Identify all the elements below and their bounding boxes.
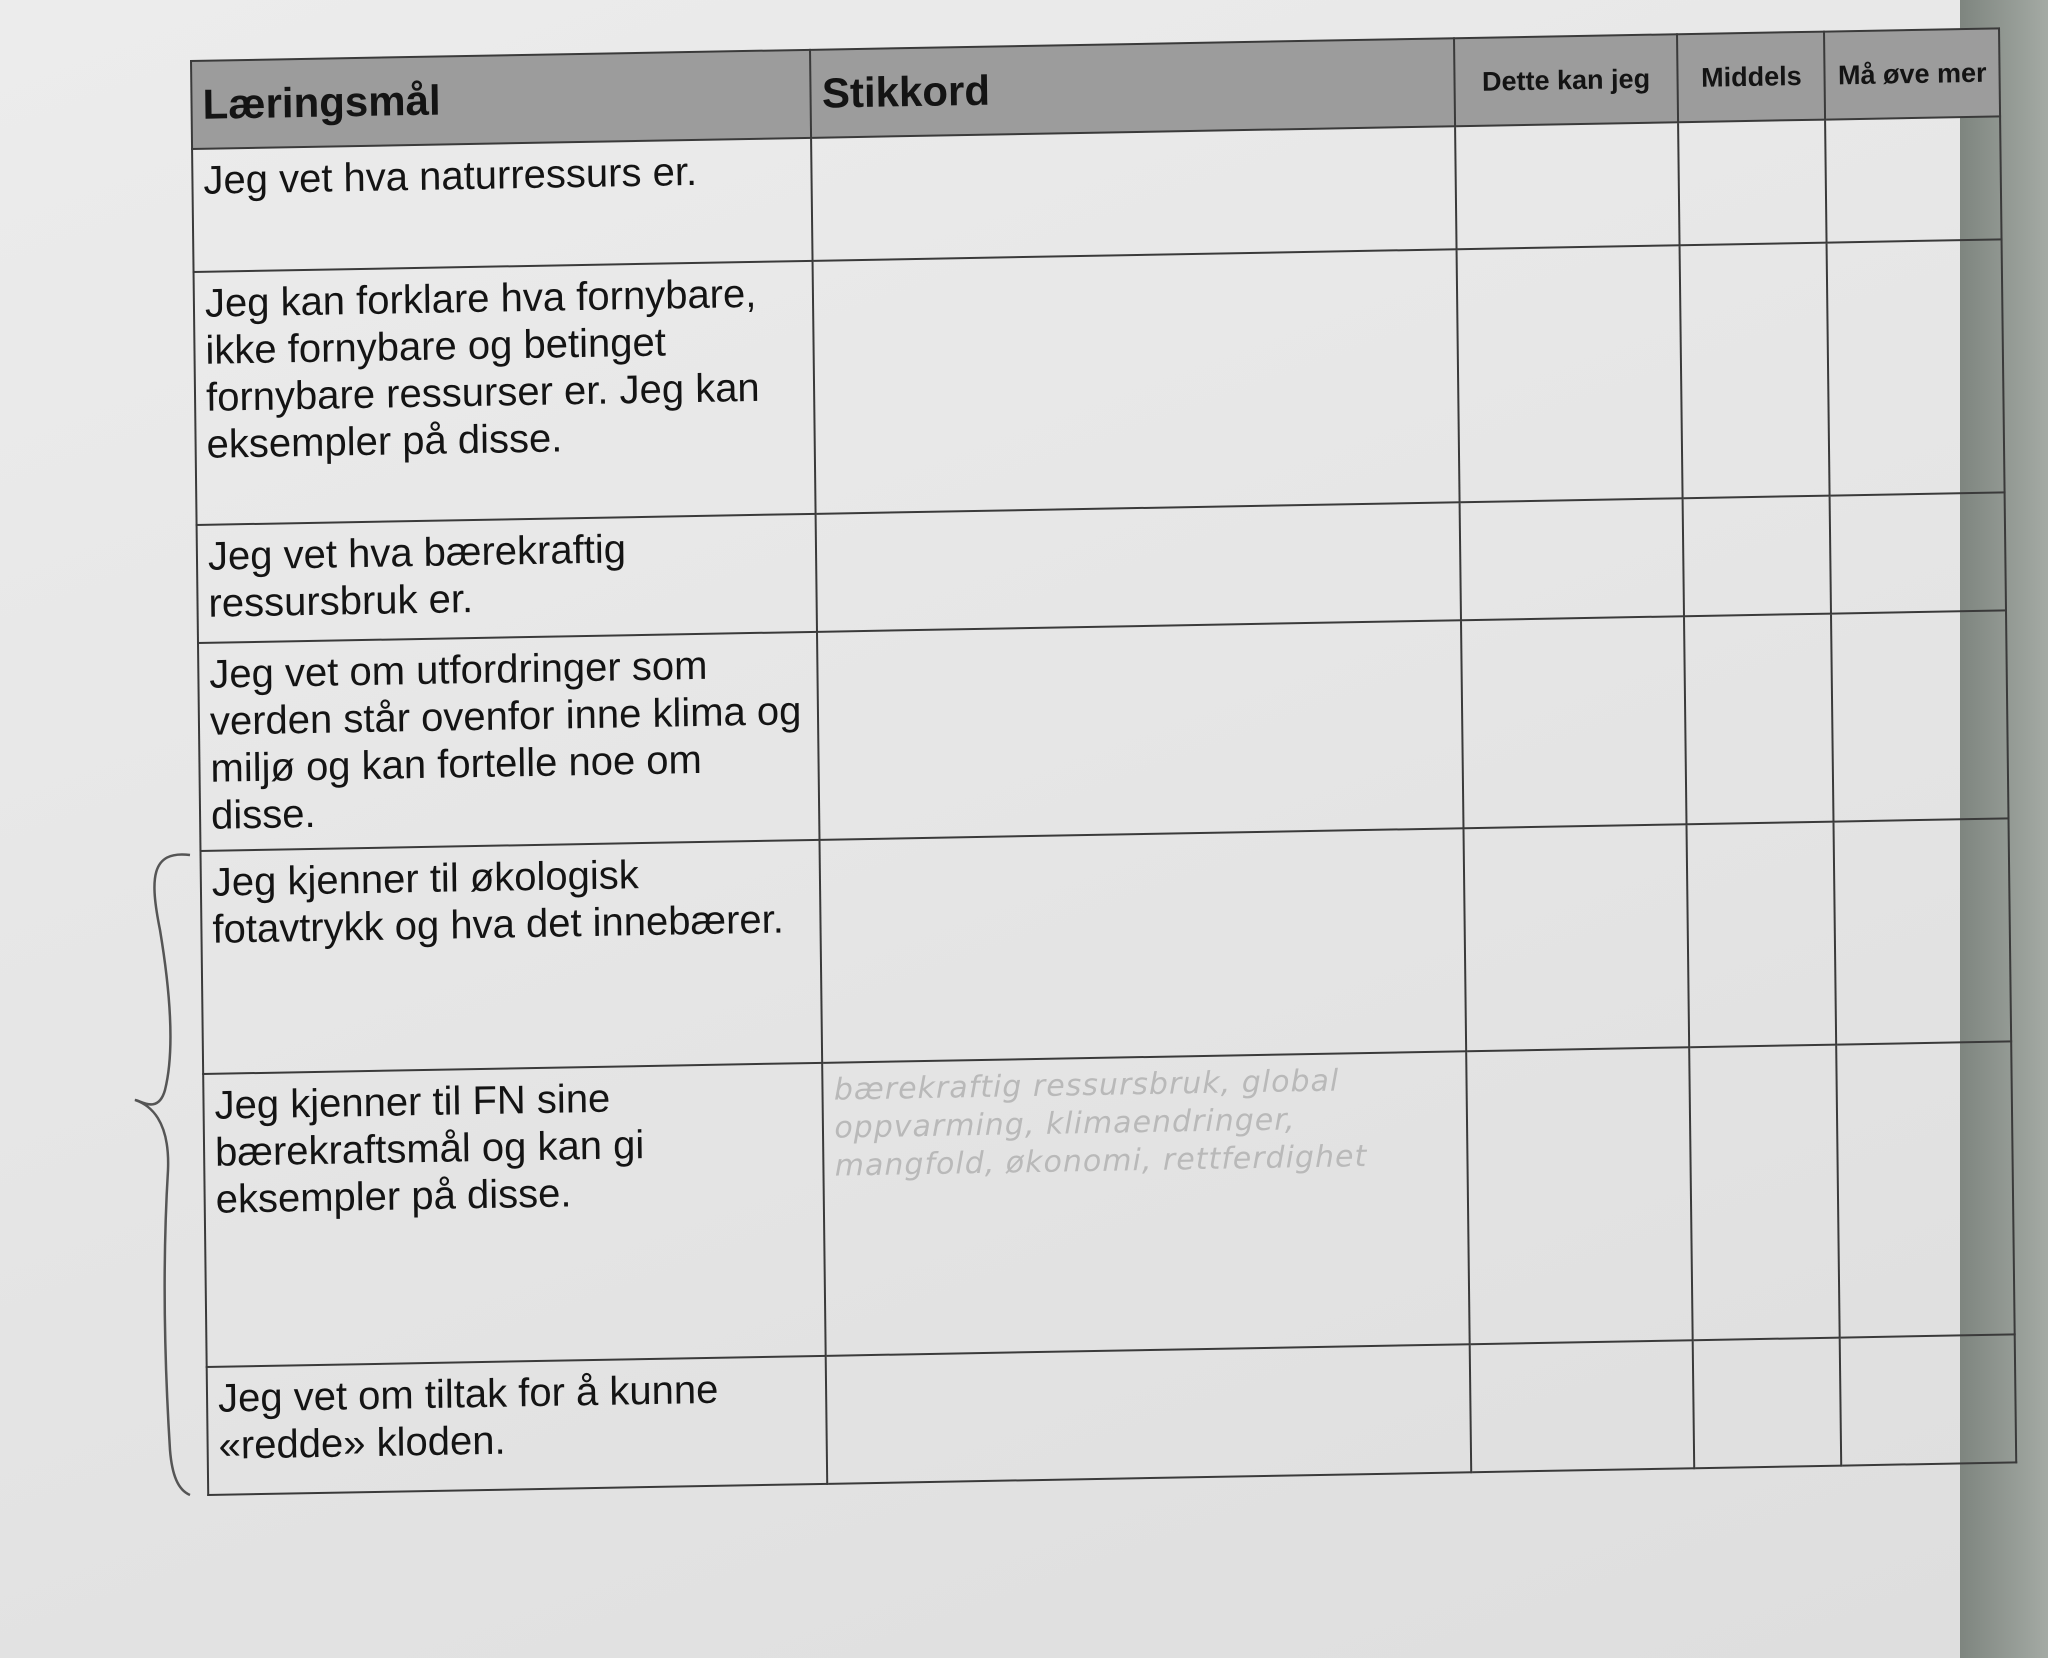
can-do-cell[interactable] — [1469, 1340, 1694, 1472]
goal-cell: Jeg kjenner til økologisk fotavtrykk og hva det innebærer. — [200, 840, 822, 1074]
keywords-cell[interactable] — [826, 1344, 1471, 1484]
need-practice-cell[interactable] — [1840, 1334, 2016, 1465]
can-do-cell[interactable] — [1463, 824, 1689, 1051]
medium-cell[interactable] — [1683, 496, 1832, 617]
keywords-cell[interactable] — [820, 828, 1466, 1063]
medium-cell[interactable] — [1684, 614, 1834, 825]
goal-cell: Jeg kjenner til FN sine bærekraftsmål og kan gi eksempler på disse. — [203, 1063, 826, 1367]
goal-cell: Jeg kan forklare hva fornybare, ikke fornybare og betinget fornybare ressurser er. Jeg kan eksempler på disse. — [194, 261, 816, 525]
goal-cell: Jeg vet om utfordringer som verden står ovenfor inne klima og miljø og kan fortelle noe om disse. — [198, 632, 820, 851]
keywords-cell[interactable] — [816, 502, 1461, 632]
learning-goals-table — [190, 27, 2017, 1496]
table-row — [203, 1041, 2015, 1367]
goal-cell: Jeg vet hva naturressurs er. — [192, 138, 813, 272]
need-practice-cell[interactable] — [1831, 610, 2008, 821]
medium-cell[interactable] — [1687, 822, 1837, 1048]
goal-cell: Jeg vet hva bærekraftig ressursbruk er. — [197, 514, 818, 643]
can-do-cell[interactable] — [1459, 498, 1684, 620]
keywords-cell[interactable] — [817, 620, 1463, 840]
medium-cell[interactable] — [1680, 243, 1830, 499]
medium-cell[interactable] — [1689, 1045, 1840, 1341]
need-practice-cell[interactable] — [1834, 818, 2011, 1044]
header-keywords: Stikkord — [810, 38, 1454, 138]
medium-cell[interactable] — [1693, 1338, 1842, 1469]
handwritten-note: bærekraftig ressursbruk, global oppvarming, klimaendringer, mangfold, økonomi, rettferdighet — [833, 1063, 1368, 1184]
need-practice-cell[interactable] — [1826, 116, 2002, 242]
header-need-practice: Må øve mer — [1824, 28, 2000, 119]
keywords-cell[interactable] — [813, 249, 1459, 514]
keywords-cell[interactable] — [811, 126, 1456, 261]
can-do-cell[interactable] — [1456, 245, 1683, 502]
can-do-cell[interactable] — [1461, 616, 1687, 828]
table-row — [200, 818, 2011, 1074]
medium-cell[interactable] — [1678, 120, 1827, 246]
need-practice-cell[interactable] — [1830, 492, 2006, 613]
need-practice-cell[interactable] — [1837, 1041, 2015, 1337]
can-do-cell[interactable] — [1466, 1047, 1693, 1344]
learning-goals-table-wrapper — [190, 27, 2017, 1468]
header-medium: Middels — [1677, 32, 1825, 123]
handwritten-brace-mark — [130, 850, 210, 1500]
goal-cell: Jeg vet om tiltak for å kunne «redde» kloden. — [207, 1356, 828, 1495]
table-row — [198, 610, 2008, 851]
header-can-do: Dette kan jeg — [1454, 34, 1679, 126]
table-row — [194, 239, 2005, 525]
keywords-cell[interactable] — [823, 1051, 1470, 1356]
need-practice-cell[interactable] — [1827, 239, 2005, 495]
can-do-cell[interactable] — [1455, 122, 1680, 249]
header-learning-goals: Læringsmål — [191, 50, 811, 149]
